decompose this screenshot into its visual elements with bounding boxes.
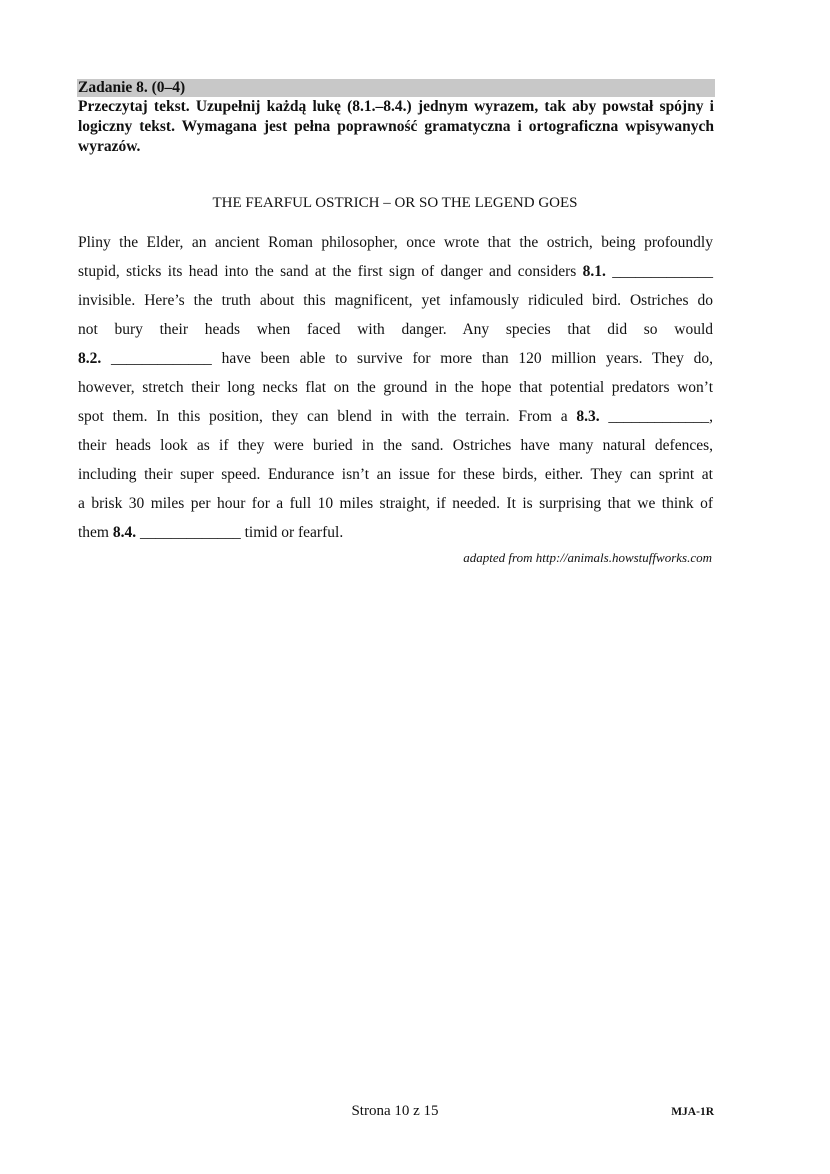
page-number: Strona 10 z 15: [351, 1103, 439, 1119]
text-line: [78, 261, 713, 290]
text-title: THE FEARFUL OSTRICH – OR SO THE LEGEND GOES: [212, 195, 578, 211]
text-line: [78, 232, 713, 261]
text-segment: have been able to survive for more than 120 million years. They do,: [221, 350, 714, 367]
gap-8-3-blank[interactable]: _____________,: [608, 408, 714, 425]
text-segment: a brisk 30 miles per hour for a full 10 miles straight, if needed. It is surprising that we think of: [78, 495, 713, 512]
gap-label-8-2: 8.2.: [78, 350, 102, 367]
text-segment: including their super speed. Endurance isn’t an issue for these birds, either. They can sprint at: [78, 466, 713, 483]
text-line: [78, 348, 713, 377]
text-line: [78, 319, 713, 348]
gap-8-1-blank[interactable]: _____________: [612, 263, 714, 280]
text-segment: however, stretch their long necks flat on the ground in the hope that potential predators won’t: [78, 379, 713, 396]
text-segment: their heads look as if they were buried in the sand. Ostriches have many natural defences,: [78, 437, 713, 454]
text-line: [78, 377, 713, 406]
text-line: [78, 493, 713, 522]
text-segment: stupid, sticks its head into the sand at the first sign of danger and considers: [78, 263, 577, 280]
task-heading: Zadanie 8. (0–4): [77, 79, 715, 97]
text-segment: timid or fearful.: [244, 524, 344, 541]
text-segment: them: [78, 524, 109, 541]
gap-fill-text: [78, 232, 713, 551]
text-segment: Pliny the Elder, an ancient Roman philosopher, once wrote that the ostrich, being profoundly: [78, 234, 713, 251]
text-line: [78, 406, 713, 435]
text-line: [78, 435, 713, 464]
text-segment: not bury their heads when faced with danger. Any species that did so would: [78, 321, 713, 338]
gap-label-8-4: 8.4.: [112, 524, 137, 541]
gap-8-4-blank[interactable]: _____________: [140, 524, 241, 541]
task-instruction: Przeczytaj tekst. Uzupełnij każdą lukę (8.1.–8.4.) jednym wyrazem, tak aby powstał spójny i logiczny tekst. Wymagana jest pełna poprawność gramatyczna i ortograficzna wpisywanych wyrazów.: [78, 98, 714, 155]
source-citation: adapted from http://animals.howstuffworks.com: [463, 550, 712, 565]
text-segment: invisible. Here’s the truth about this magnificent, yet infamously ridiculed bird. Ostriches do: [78, 292, 713, 309]
gap-8-2-blank[interactable]: _____________: [111, 350, 212, 367]
text-segment: spot them. In this position, they can blend in with the terrain. From a: [78, 408, 568, 425]
exam-code: MJA-1R: [671, 1106, 714, 1118]
text-line: [78, 522, 713, 551]
gap-label-8-1: 8.1.: [582, 263, 606, 280]
text-line: [78, 290, 713, 319]
gap-label-8-3: 8.3.: [576, 408, 600, 425]
text-line: [78, 464, 713, 493]
